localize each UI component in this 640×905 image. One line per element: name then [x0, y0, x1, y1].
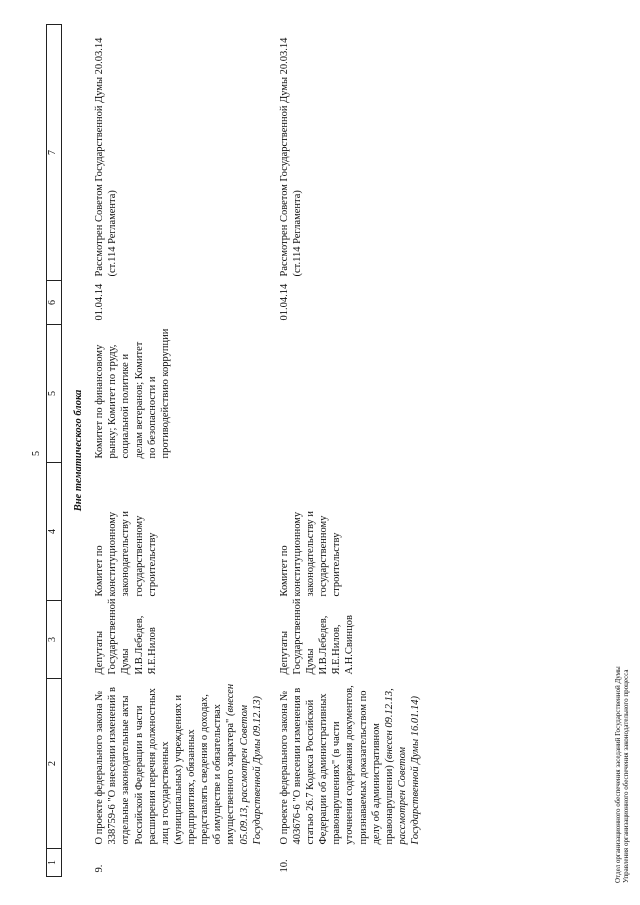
- column-number-3: 3: [47, 601, 62, 679]
- agenda-table: [46, 24, 424, 877]
- table-row: [276, 25, 424, 877]
- column-number-6: 6: [47, 281, 62, 325]
- footer: [614, 666, 631, 883]
- co-committees: Комитет по финансовому рынку; Комитет по труду, социальной политике и делам ветеранов; Комитет по безопасности и противодействию коррупции: [94, 328, 171, 459]
- footer-line-1: Отдел организационного обеспечения заседаний Государственной Думы: [614, 666, 622, 883]
- column-number-1: 1: [47, 849, 62, 877]
- status: Рассмотрен Советом Государственной Думы 20.03.14 (ст.114 Регламента): [278, 37, 303, 277]
- responsible-committee: Комитет по конституционному законодательству и государственному строительству: [94, 510, 158, 597]
- review-date: 01.04.14: [278, 283, 290, 321]
- column-number-2: 2: [47, 679, 62, 849]
- section-row: [62, 25, 92, 877]
- column-number-5: 5: [47, 325, 62, 463]
- section-title: Вне тематического блока: [73, 389, 84, 512]
- status: Рассмотрен Советом Государственной Думы 20.03.14 (ст.114 Регламента): [94, 37, 119, 277]
- column-number-4: 4: [47, 463, 62, 601]
- row-number: 10.: [278, 859, 290, 873]
- bill-authors: Депутаты Государственной Думы И.В.Лебедев, Я.Е.Нилов, А.Н.Свинцов: [278, 598, 356, 675]
- table-header-row: [47, 25, 62, 877]
- column-number-7: 7: [47, 25, 62, 281]
- table-row: [91, 25, 266, 877]
- page-number: 5: [31, 451, 42, 456]
- row-number: 9.: [94, 864, 106, 873]
- bill-description: [91, 679, 266, 849]
- bill-authors: Депутаты Государственной Думы И.В.Лебедев, Я.Е.Нилов: [94, 598, 158, 675]
- review-date: 01.04.14: [94, 283, 106, 321]
- responsible-committee: Комитет по конституционному законодательству и государственному строительству: [278, 510, 343, 597]
- bill-note: (внесен 09.12.13, рассмотрен Советом Государственной Думы 16.01.14): [383, 688, 421, 845]
- bill-title: О проекте федерального закона № 338759-6 "О внесении изменений в отдельные законодательные акты Российской Федерации в части расширения перечня должностных лиц в государственных (муниципальных) учреждениях и предприятиях, обязанных представлять сведения о доходах, об имуществе и обязательствах имущественного характера": [94, 687, 237, 845]
- bill-title: О проекте федерального закона № 403676-6 "О внесении изменения в статью 26.7 Кодекса Российской Федерации об административных правонарушениях" (в части уточнения содержания документов, признаваемых доказательством по делу об административном правонарушении): [278, 685, 395, 845]
- bill-description: [276, 679, 424, 849]
- co-committees: [276, 325, 424, 463]
- footer-line-2: Управления организационного обеспечения законодательного процесса: [622, 669, 631, 883]
- bill-note: (внесен 05.09.13, рассмотрен Советом Государственной Думы 09.12.13): [225, 683, 263, 845]
